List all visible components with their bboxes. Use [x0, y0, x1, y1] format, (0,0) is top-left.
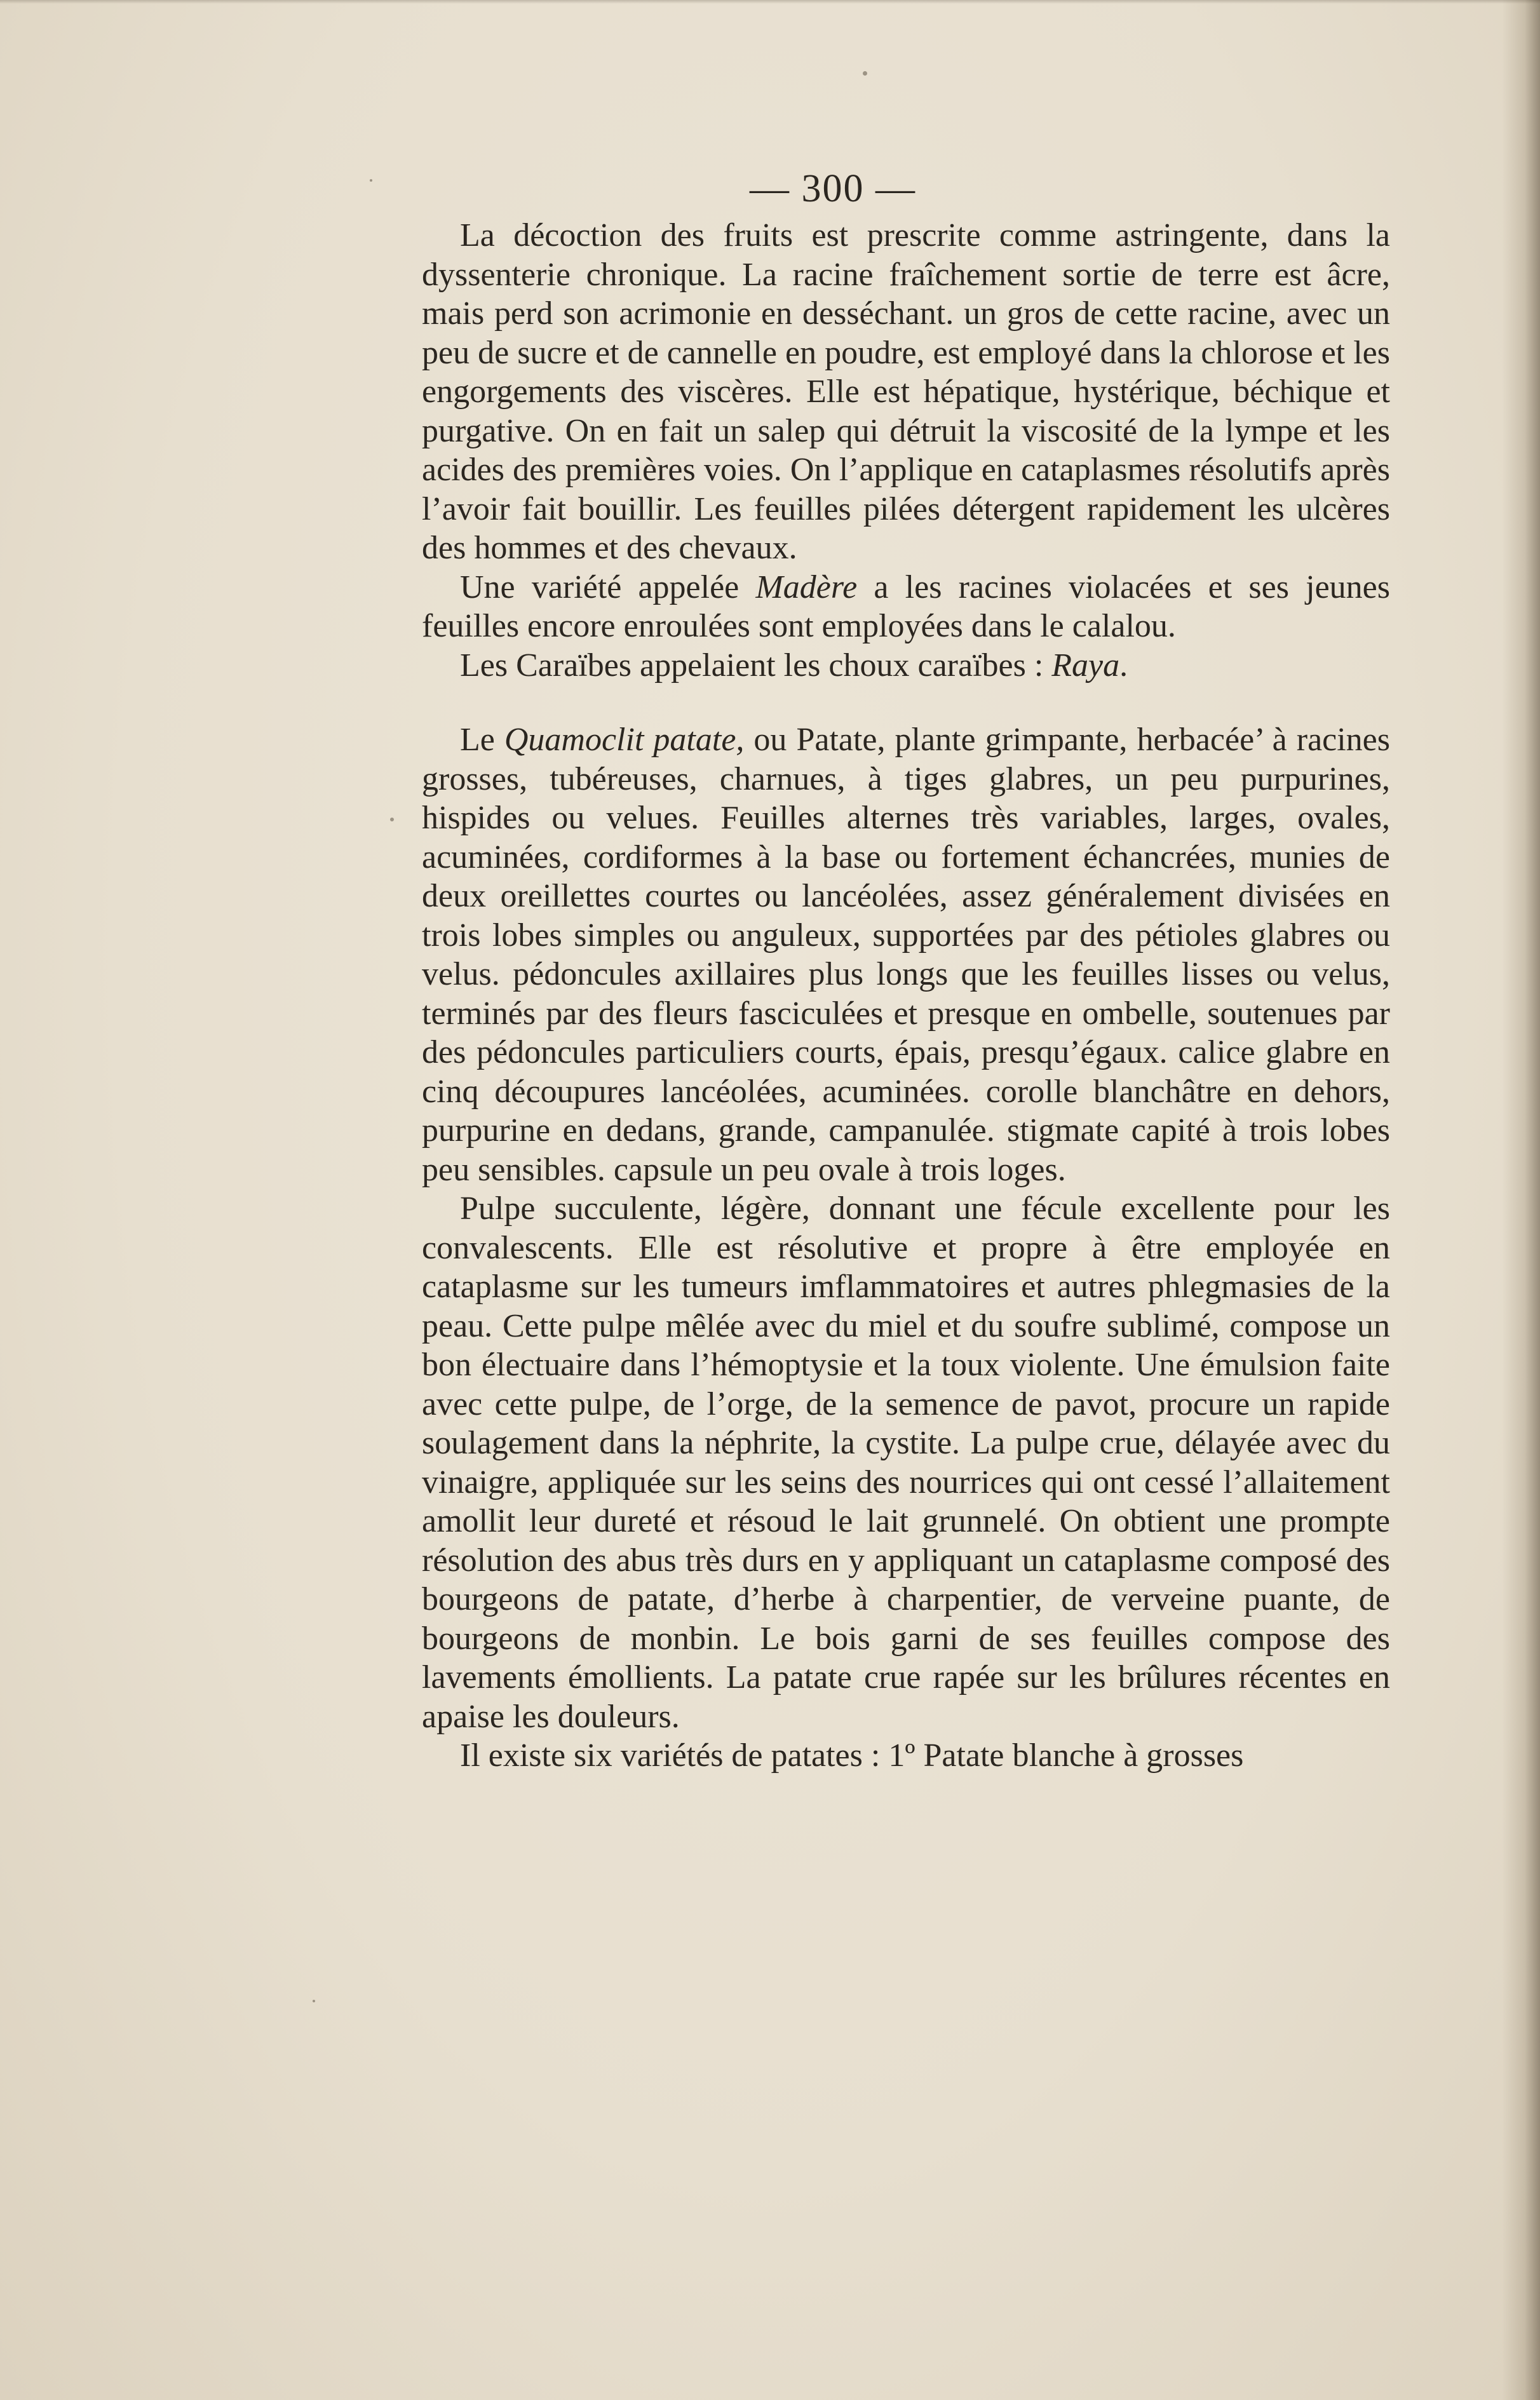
paragraph-caraibes-text: Les Caraïbes appelaient les choux caraïbes : Raya.: [460, 647, 1128, 684]
paragraph-pulpe: Pulpe succulente, légère, donnant une fécule excellente pour les convalescents. Elle est résolutive et propre à être employée en cataplasme sur les tumeurs imflammatoires et autres phlegmasies de la peau. Cette pulpe mêlée avec du miel et du soufre sublimé, compose un bon électuaire dans l’hémoptysie et la toux violente. Une émulsion faite avec cette pulpe, de l’orge, de la semence de pavot, procure un rapide soulagement dans la néphrite, la cystite. La pulpe crue, délayée avec du vinaigre, appliquée sur les seins des nourrices qui ont cessé l’allaitement amollit leur dureté et résoud le lait grunnelé. On obtient une prompte résolution des abus très durs en y appliquant un cataplasme composé des bourgeons de patate, d’herbe à charpentier, de verveine puante, de bourgeons de monbin. Le bois garni de ses feuilles compose des lavements émollients. La patate crue rapée sur les brûlures récentes en apaise les douleurs.: [422, 1190, 1390, 1735]
paper-speck: [390, 818, 394, 821]
page-number: — 300 —: [750, 167, 916, 210]
top-edge-line: [0, 0, 1540, 4]
paragraph-decoction: La décoction des fruits est prescrite comme astringente, dans la dyssenterie chronique. La racine fraîchement sortie de terre est âcre, mais perd son acrimonie en desséchant. un gros de cette racine, avec un peu de sucre et de cannelle en poudre, est employé dans la chlorose et les engorgements des viscères. Elle est hépatique, hystérique, béchique et purgative. On en fait un salep qui détruit la viscosité de la lympe et les acides des premières voies. On l’applique en cataplasmes résolutifs après l’avoir fait bouillir. Les feuilles pilées détergent rapidement les ulcères des hommes et des chevaux.: [422, 217, 1390, 566]
paragraph-madere-text: Une variété appelée Madère a les racines violacées et ses jeunes feuilles encore enroulées sont employées dans le calalou.: [422, 569, 1390, 644]
binding-shadow: [1502, 0, 1540, 2400]
paper-speck: [863, 71, 867, 76]
paragraph-varietes: Il existe six variétés de patates : 1º Patate blanche à grosses: [460, 1737, 1244, 1774]
paragraph-quamoclit-text: Le Quamoclit patate, ou Patate, plante grimpante, herbacée’ à racines grosses, tubéreuses, charnues, à tiges glabres, un peu purpurines, hispides ou velues. Feuilles alternes très variables, larges, ovales, acuminées, cordiformes à la base ou fortement échancrées, munies de deux oreillettes courtes ou lancéolées, assez généralement divisées en trois lobes simples ou anguleux, supportées par des pétioles glabres ou velus. pédoncules axillaires plus longs que les feuilles lisses ou velus, terminés par des fleurs fasciculées et presque en ombelle, soutenues par des pédoncules particuliers courts, épais, presqu’égaux. calice glabre en cinq découpures lancéolées, acuminées. corolle blanchâtre en dehors, purpurine en dedans, grande, campanulée. stigmate capité à trois lobes peu sensibles. capsule un peu ovale à trois loges.: [422, 722, 1390, 1188]
italic-term: Madère: [755, 569, 858, 605]
paragraph-gap: [422, 685, 1390, 720]
italic-term: Quamoclit patate,: [504, 722, 745, 758]
paragraph-quamoclit: [422, 720, 1390, 1189]
italic-term: Raya: [1051, 647, 1120, 684]
body-text: [422, 216, 1390, 1776]
paper-speck: [370, 179, 372, 182]
paragraph-madere: [422, 568, 1390, 646]
paragraph-caraibes: [422, 646, 1390, 685]
paper-speck: [313, 2000, 315, 2002]
